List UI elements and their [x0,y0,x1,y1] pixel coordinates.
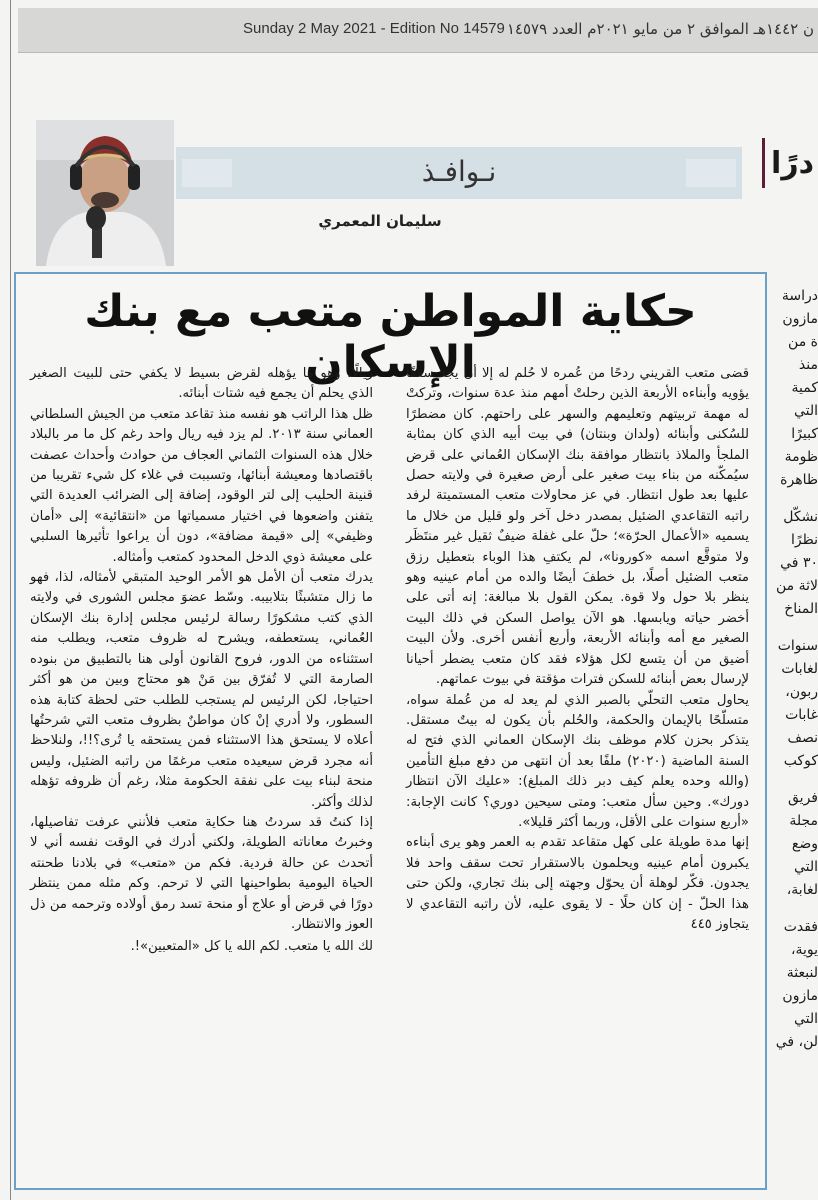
adjacent-text-line: فقدت [783,919,818,935]
adjacent-text-line: مجلة [789,813,818,829]
article-paragraph: إذا كنتُ قد سردتُ هنا حكاية متعب فلأنني عرفت تفاصيلها، وخبرتُ معاناته الطويلة، ولكني أدرك في الوقت نفسه أني لا أتحدث عن حالة فردية. فكم من «متعب» في بلادنا طحنته الحياة اليومية بطواحينها التي لا ترحم. وكم مثله ممن ينتظر دورًا في قرض أو علاج أو منحة تسد رمق أولاده وترحمه من ذل العوز والانتظار. [30,814,373,932]
adjacent-text-line: ظاهرة [780,472,818,488]
adjacent-article-text [760,285,818,1054]
author-name: سليمان المعمري [318,212,442,230]
adjacent-article-title: درًا [771,146,814,181]
article-headline: حكاية المواطن متعب مع بنك الإسكان [84,286,697,388]
page-left-rule [10,0,11,1200]
adjacent-text-line: كمية [791,380,818,396]
adjacent-text-line: مازون [782,988,818,1004]
adjacent-text-line: ٣٠ في [780,555,818,571]
adjacent-text-line [760,621,818,635]
adjacent-text-line: التي [793,859,818,875]
article-closing-line: لك الله يا متعب. لكم الله يا كل «المتعبين»!. [130,939,373,955]
adjacent-text-line: لاثة من [776,578,818,594]
adjacent-text-line: وضع [791,836,818,852]
adjacent-text-line [760,902,818,916]
adjacent-title-bar [762,138,765,188]
article-paragraph: ظل هذا الراتب هو نفسه منذ تقاعد متعب من الجيش السلطاني العماني سنة ٢٠١٣. لم يزد فيه ريال واحد رغم كل ما مر بالبلاد خلال هذه السنوات الثماني العجاف من حوادث وأحداث عصفت باقتصادها ومعيشة أبنائها، وتسببت في غلاء كل شيء تقريبا من قنينة الحليب إلى لتر الوقود، إضافة إلى الضرائب العديدة التي يتفنن واضعوها في اختيار مسمياتها من «انتقائية» إلى «أمان وظيفي» إلى «قيمة مضافة»، دون أن يراعوا تأثيرها السلبي على معيشة ذوي الدخل المحدود كمتعب وأمثاله. [30,406,373,565]
article-column-left [30,364,373,958]
adjacent-text-line: غابات [785,707,818,723]
adjacent-text-line: لغابات [781,661,818,677]
adjacent-text-line: لنبعثة [786,965,818,981]
article-paragraph: قضى متعب القريني ردحًا من عُمره لا حُلم له إلا أن يجد سقفًا يؤويه وأبناءه الأربعة الذين رحلتْ أمهم منذ عدة سنوات، وتركتْ له مهمة تربيتهم وتعليمهم والسهر على راحتهم. كان مضطرًا للسُكنى وأبنائه (ولدان وبنتان) في بيت أبيه الذي كان بمثابة الملجأ والملاذ بانتظار موافقة بنك الإسكان العُماني على قرض سيُمكّنه من بناء بيت صغير على أرض صغيرة في ولايته حصل عليها بعد طول انتظار. في عز محاولات متعب المستميتة لرفد راتبه التقاعدي الضئيل بمصدر دخل آخر ولو قليل من خلال ما يسميه «الأعمال الحرّة»؛ حلّ على غفلة ضيفٌ ثقيل غير منتَظَر ولا متوقَّع اسمه «كورونا»، لم يكتفِ هذا الوباء بتعطيل رزق متعب الضئيل أصلًا، بل خطفَ أيضًا والده من أمام عينيه وهو ينظر بلا حول ولا قوة. يمكن القول بلا مبالغة: إنه أتى على أخضر حياته ويابسها. هو الآن يواصل السكن في ذلك البيت الصغير مع أمه وأبنائه الأربعة، وأربع أنفس أخرى. ولأن البيت أضيق من أن يتسع لكل هؤلاء فقد كان متعب يضطر أحيانا لإرسال بعض أبنائه للسكن فترات مؤقتة في بيوت عماتهم. [406,366,749,688]
column-name-band [176,147,742,199]
author-portrait-image [36,120,174,266]
article-paragraph: يحاول متعب التحلّي بالصبر الذي لم يعد له من عُملة سواه، متسلّحًا بالإيمان والحكمة، والحُلم بأن يكون له بيتٌ مستقل. يتذكر بحزن كلام موظف بنك الإسكان العماني الذي فتح له السنة الماضية (٢٠٢٠) ملفًا بعد أن انتهى من دفع مبلغ التأمين (والله وحده يعلم كيف دبر ذلك المبلغ): «عليك الآن انتظار دورك». وحين سأل متعب: ومتى سيحين دوري؟ كانت الإجابة: «أربع سنوات على الأقل، وربما أكثر قليلا». [406,692,749,830]
article-paragraph: ريالًا، وهو ما يؤهله لقرض بسيط لا يكفي حتى للبيت الصغير الذي يحلم أن يجمع فيه شتات أبنائه. [30,366,373,402]
adjacent-text-line: التي [793,403,818,419]
adjacent-text-line: نشكّل [783,509,818,525]
adjacent-text-line: لغابة، [786,882,818,898]
adjacent-text-line: نصف [787,730,818,746]
article-paragraph: يدرك متعب أن الأمل هو الأمر الوحيد المتبقي لأمثاله، لذا، فهو ما زال متشبثًا بتلابيبه. وسّط عضوَ مجلس الشورى في ولايته الذي كتب مشكورًا رسالة لرئيس مجلس إدارة بنك الإسكان العُماني، يستعطفه، ويشرح له ظروف متعب، ويطلب منه استثناءه من الدور، فروح القانون أولى هنا بالتطبيق من بنوده الصارمة التي لا تُفرّق بين مَنْ هو محتاج وبين من هو أكثر احتياجا، لكن الرئيس لم يستجب للطلب حتى لحظة كتابة هذه السطور، ولا أدري إنْ كان مواطنٌ بظروف متعب التي شرحتُها أعلاه لا يستحق هذا الاستثناء فمن يستحقه يا تُرى؟!!، ولنلاحظ أنه مجرد قرض سيعيده متعب مرغمًا من راتبه الضئيل، وليس منحة لبناء بيت على نفقة الحكومة مثلا، رغم أن ظروفه تؤهله لذلك وأكثر. [30,570,373,810]
adjacent-text-line: كبيرًا [791,426,818,442]
article-column-right [406,364,749,935]
author-photo [36,120,174,266]
adjacent-text-line: كوكب [783,753,818,769]
adjacent-text-line: منذ [798,357,818,373]
adjacent-text-line: لن، في [775,1034,818,1050]
adjacent-text-line: ظومة [784,449,818,465]
adjacent-text-line: فريق [788,790,818,806]
adjacent-text-line: ربون، [785,684,818,700]
edition-date-english: Sunday 2 May 2021 - Edition No 14579 [243,20,505,37]
adjacent-text-line: سنوات [777,638,818,654]
article-paragraph: إنها مدة طويلة على كهل متقاعد تقدم به العمر وهو يرى أبناءه يكبرون أمام عينيه ويحلمون بالاستقرار تحت سقف واحد فلا يجدون. فكّر لوهلة أن يحوّل وجهته إلى بنك تجاري، ولكن حتى هذا الحلّ - إن كان حلًا - لا يقوى عليه، لأن راتبه التقاعدي لا يتجاوز ٤٤٥ [406,835,749,932]
adjacent-text-line: دراسة [781,288,818,304]
adjacent-article-strip [760,120,818,1200]
adjacent-text-line: نظرًا [791,532,818,548]
edition-date-arabic: ن ١٤٤٢هـ الموافق ٢ من مايو ٢٠٢١م العدد ١٤٥٧٩ [506,20,814,38]
adjacent-text-line [760,773,818,787]
column-name: نـوافـذ [421,155,497,188]
edition-header [18,8,818,53]
article-frame [14,272,767,1190]
adjacent-text-line: يوية، [790,942,818,958]
adjacent-text-line: المناخ [784,601,818,617]
adjacent-text-line: ة من [788,334,818,350]
adjacent-text-line [760,492,818,506]
adjacent-text-line: التي [793,1011,818,1027]
adjacent-text-line: مازون [782,311,818,327]
